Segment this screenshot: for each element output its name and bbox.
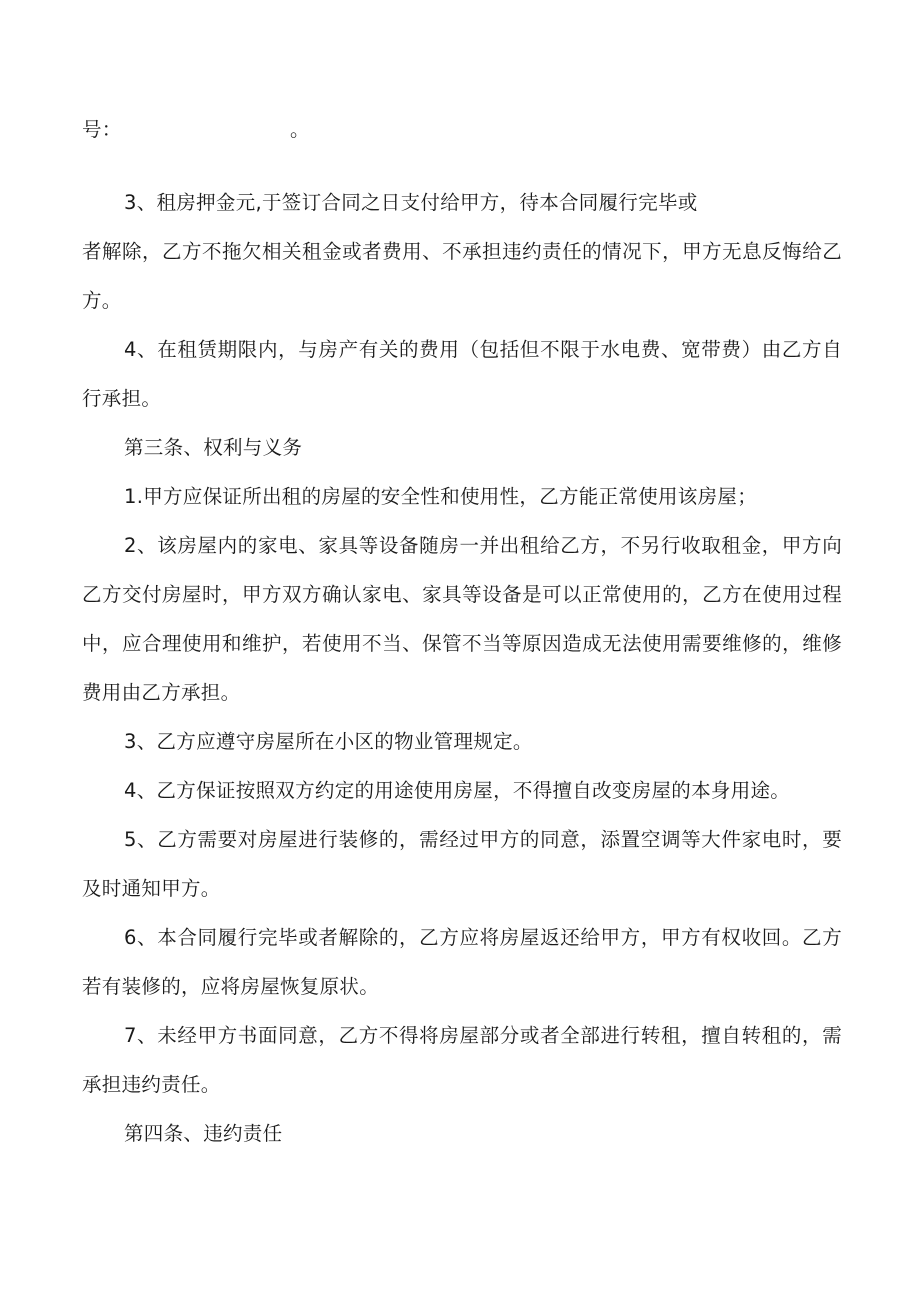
clause-1-safety: 1.甲方应保证所出租的房屋的安全性和使用性，乙方能正常使用该房屋； — [124, 485, 758, 508]
text-line: 乙方交付房屋时，甲方双方确认家电、家具等设备是可以正常使用的，乙方在使用过程 — [82, 583, 842, 606]
section-heading-rights-obligations: 第三条、权利与义务 — [124, 436, 303, 459]
clause-4-usage: 4、乙方保证按照双方约定的用途使用房屋，不得擅自改变房屋的本身用途。 — [124, 779, 791, 802]
text-line: 费用由乙方承担。 — [82, 681, 241, 704]
clause-5-renovation: 5、乙方需要对房屋进行装修的，需经过甲方的同意，添置空调等大件家电时，要 — [124, 828, 842, 851]
text-line: 中，应合理使用和维护，若使用不当、保管不当等原因造成无法使用需要维修的，维修 — [82, 632, 842, 655]
text-line: 方。 — [82, 289, 122, 312]
clause-4-fees: 4、在租赁期限内，与房产有关的费用（包括但不限于水电费、宽带费）由乙方自 — [124, 338, 842, 361]
text-line: 行承担。 — [82, 387, 162, 410]
clause-7-sublease: 7、未经甲方书面同意，乙方不得将房屋部分或者全部进行转租，擅自转租的，需 — [124, 1024, 842, 1047]
section-heading-breach: 第四条、违约责任 — [124, 1122, 283, 1145]
clause-3-property-rules: 3、乙方应遵守房屋所在小区的物业管理规定。 — [124, 730, 533, 753]
clause-6-return: 6、本合同履行完毕或者解除的，乙方应将房屋返还给甲方，甲方有权收回。乙方 — [124, 926, 842, 949]
text-line: 号： 。 — [82, 118, 310, 141]
text-line: 及时通知甲方。 — [82, 877, 221, 900]
text-line: 若有装修的，应将房屋恢复原状。 — [82, 975, 380, 998]
clause-2-appliances: 2、该房屋内的家电、家具等设备随房一并出租给乙方，不另行收取租金，甲方向 — [124, 534, 842, 557]
text-line: 者解除，乙方不拖欠相关租金或者费用、不承担违约责任的情况下，甲方无息反悔给乙 — [82, 240, 842, 263]
text-line: 承担违约责任。 — [82, 1073, 221, 1096]
clause-3-deposit: 3、租房押金元,于签订合同之日支付给甲方，待本合同履行完毕或 — [124, 191, 698, 214]
